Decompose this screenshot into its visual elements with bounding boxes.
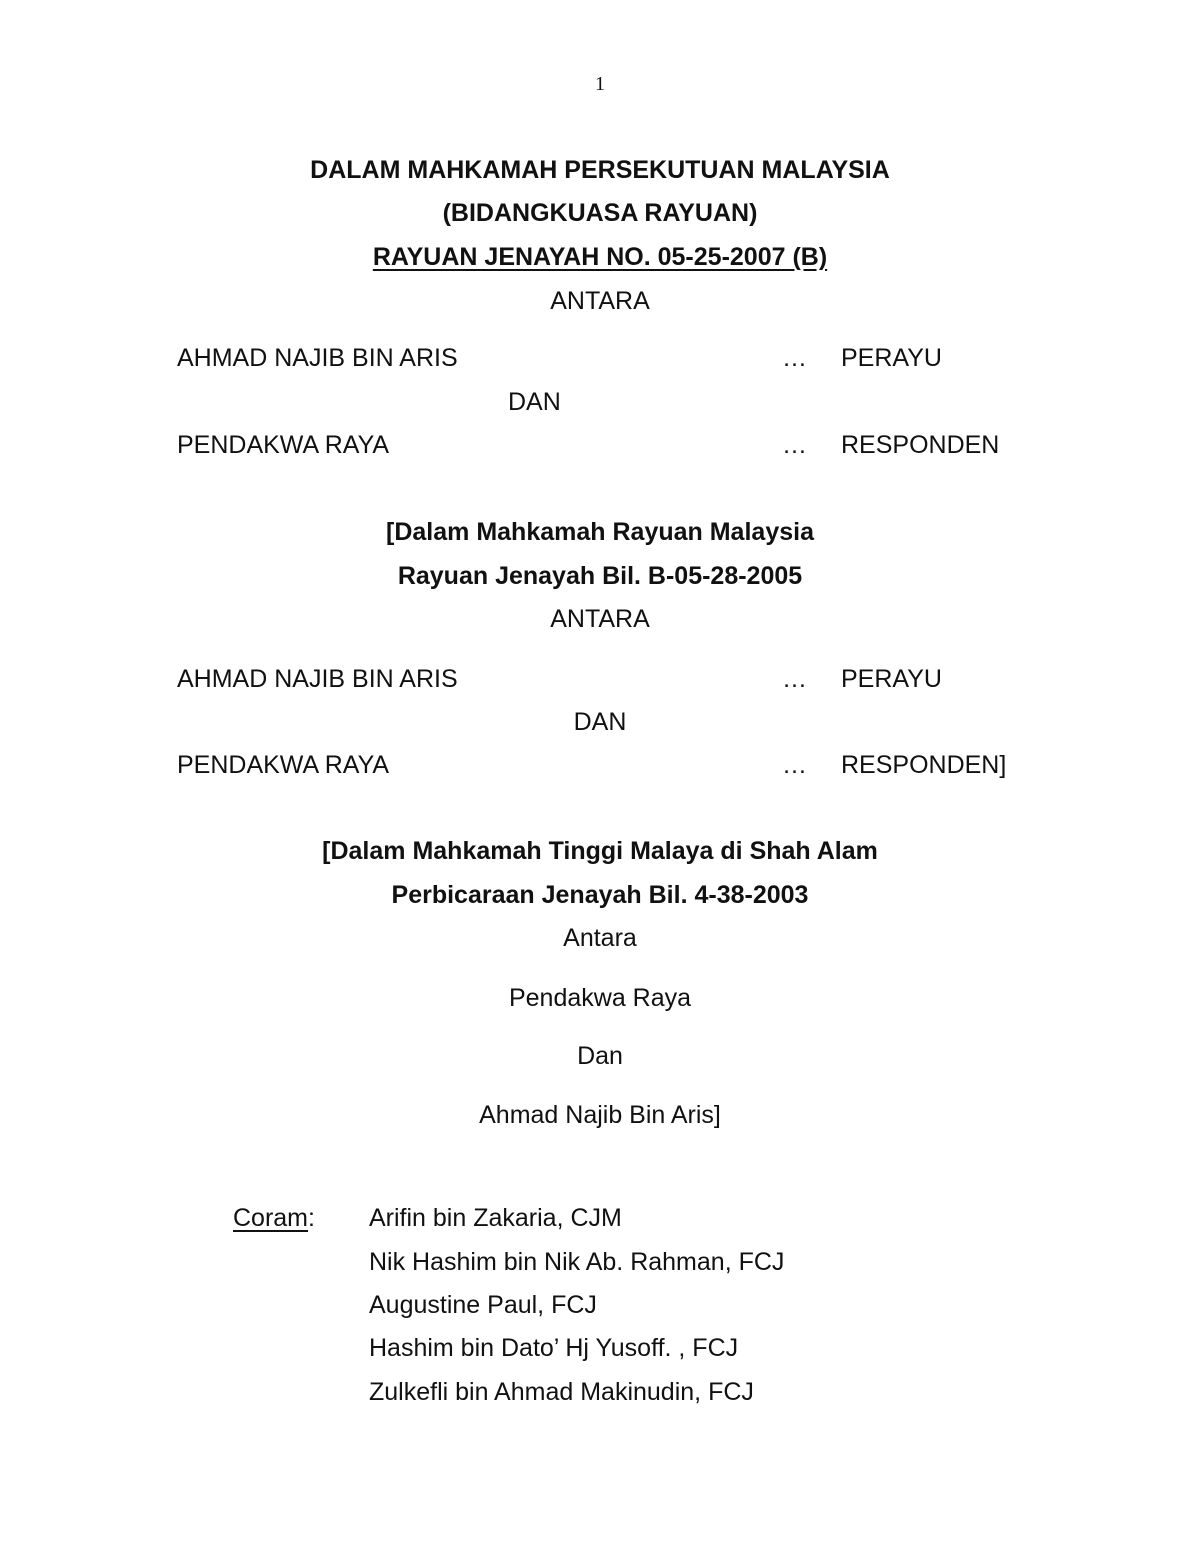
appellant-dots: … bbox=[782, 344, 807, 372]
case-number-text: RAYUAN JENAYAH NO. 05-25-2007 (B) bbox=[372, 243, 828, 271]
appeal-appellant-role: PERAYU bbox=[841, 665, 942, 693]
page-number: 1 bbox=[595, 73, 605, 95]
coram-label-text: Coram bbox=[233, 1204, 309, 1232]
high-court-title: [Dalam Mahkamah Tinggi Malaya di Shah Alam bbox=[322, 837, 878, 865]
and-label: DAN bbox=[508, 388, 561, 416]
coram-judge: Hashim bin Dato’ Hj Yusoff. , FCJ bbox=[369, 1334, 739, 1362]
high-court-party-2: Ahmad Najib Bin Aris] bbox=[479, 1101, 721, 1129]
appeal-appellant-dots: … bbox=[782, 665, 807, 693]
high-court-party-1: Pendakwa Raya bbox=[508, 984, 692, 1012]
coram-label bbox=[233, 1204, 315, 1233]
appellant-role: PERAYU bbox=[841, 344, 942, 372]
coram-colon: : bbox=[308, 1204, 315, 1232]
appeal-between-label: ANTARA bbox=[550, 605, 650, 633]
respondent-dots: … bbox=[782, 431, 807, 459]
appeal-case-number: Rayuan Jenayah Bil. B-05-28-2005 bbox=[397, 562, 803, 590]
case-number bbox=[0, 243, 1200, 272]
respondent-role: RESPONDEN bbox=[841, 431, 1000, 459]
appeal-appellant-name: AHMAD NAJIB BIN ARIS bbox=[177, 665, 458, 693]
high-court-case-number: Perbicaraan Jenayah Bil. 4-38-2003 bbox=[391, 881, 809, 909]
appeal-court-title: [Dalam Mahkamah Rayuan Malaysia bbox=[386, 518, 814, 546]
respondent-name: PENDAKWA RAYA bbox=[177, 431, 390, 459]
coram-judge: Arifin bin Zakaria, CJM bbox=[369, 1204, 622, 1232]
jurisdiction-title: (BIDANGKUASA RAYUAN) bbox=[442, 199, 758, 227]
appeal-respondent-role: RESPONDEN] bbox=[841, 751, 1007, 779]
appeal-respondent-dots: … bbox=[782, 751, 807, 779]
between-label: ANTARA bbox=[550, 287, 650, 315]
high-court-and-label: Dan bbox=[577, 1042, 623, 1070]
high-court-between-label: Antara bbox=[563, 924, 637, 952]
coram-judge: Nik Hashim bin Nik Ab. Rahman, FCJ bbox=[369, 1248, 785, 1276]
coram-judge: Zulkefli bin Ahmad Makinudin, FCJ bbox=[369, 1378, 754, 1406]
court-title: DALAM MAHKAMAH PERSEKUTUAN MALAYSIA bbox=[310, 156, 890, 184]
appeal-and-label: DAN bbox=[573, 708, 627, 736]
appellant-name: AHMAD NAJIB BIN ARIS bbox=[177, 344, 458, 372]
coram-judge: Augustine Paul, FCJ bbox=[369, 1291, 597, 1319]
appeal-respondent-name: PENDAKWA RAYA bbox=[177, 751, 390, 779]
